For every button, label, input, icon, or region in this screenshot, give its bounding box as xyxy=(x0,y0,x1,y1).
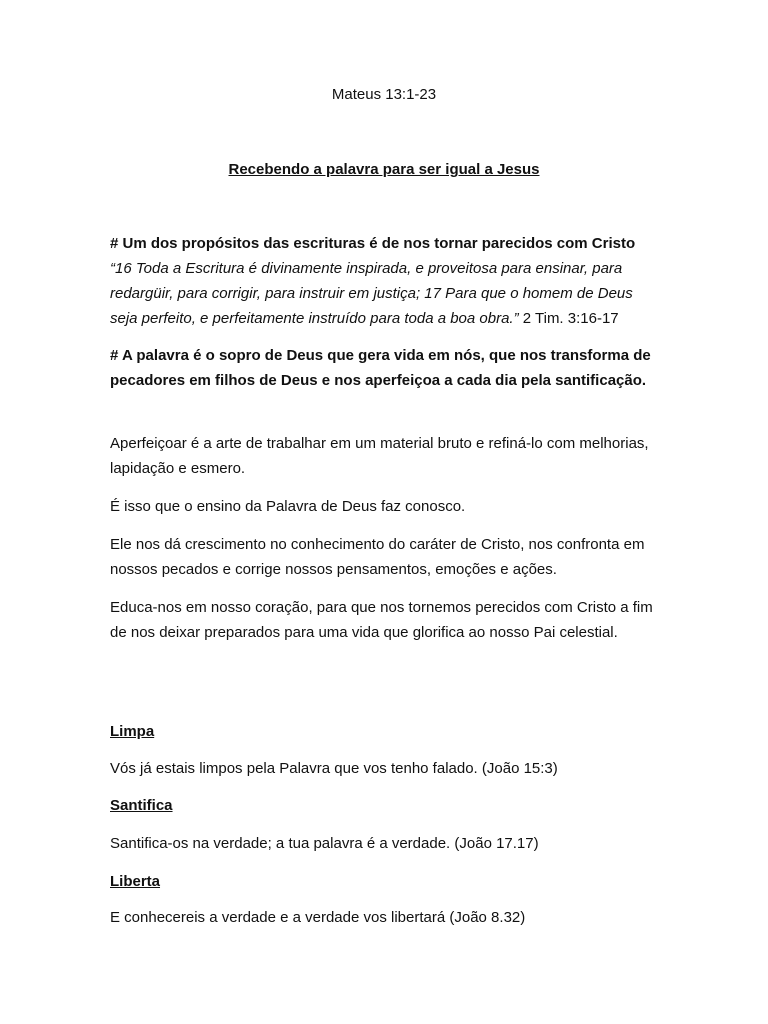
point-1-quote-reference: 2 Tim. 3:16-17 xyxy=(518,310,619,327)
section-text-santifica: Santifica-os na verdade; a tua palavra é a verdade. (João 17.17) xyxy=(110,835,539,852)
point-1-quote: “16 Toda a Escritura é divinamente inspirada, e proveitosa para ensinar, para redargüir, para corrigir, para instruir em justiça; 17 Para que o homem de Deus seja perfeito, e perfeitamente instruído para toda a boa obra.” xyxy=(110,260,633,327)
point-1-quote-block xyxy=(110,256,655,331)
paragraph: Educa-nos em nosso coração, para que nos tornemos perecidos com Cristo a fim de nos deixar preparados para uma vida que glorifica ao nosso Pai celestial. xyxy=(110,599,653,641)
paragraph: É isso que o ensino da Palavra de Deus faz conosco. xyxy=(110,498,466,515)
section-text-liberta: E conhecereis a verdade e a verdade vos libertará (João 8.32) xyxy=(110,909,526,926)
section-text-limpa: Vós já estais limpos pela Palavra que vos tenho falado. (João 15:3) xyxy=(110,760,558,777)
document-title: Recebendo a palavra para ser igual a Jesus xyxy=(228,161,540,178)
scripture-reference: Mateus 13:1-23 xyxy=(331,86,437,103)
paragraph: Aperfeiçoar é a arte de trabalhar em um material bruto e refiná-lo com melhorias, lapidação e esmero. xyxy=(110,435,649,477)
point-1-heading: # Um dos propósitos das escrituras é de nos tornar parecidos com Cristo xyxy=(110,235,636,252)
point-2-heading: # A palavra é o sopro de Deus que gera vida em nós, que nos transforma de pecadores em filhos de Deus e nos aperfeiçoa a cada dia pela santificação. xyxy=(110,347,651,389)
section-heading-liberta: Liberta xyxy=(110,873,161,890)
paragraph: Ele nos dá crescimento no conhecimento do caráter de Cristo, nos confronta em nossos pecados e corrige nossos pensamentos, emoções e ações. xyxy=(110,536,645,578)
section-heading-santifica: Santifica xyxy=(110,797,173,814)
section-heading-limpa: Limpa xyxy=(110,723,155,740)
